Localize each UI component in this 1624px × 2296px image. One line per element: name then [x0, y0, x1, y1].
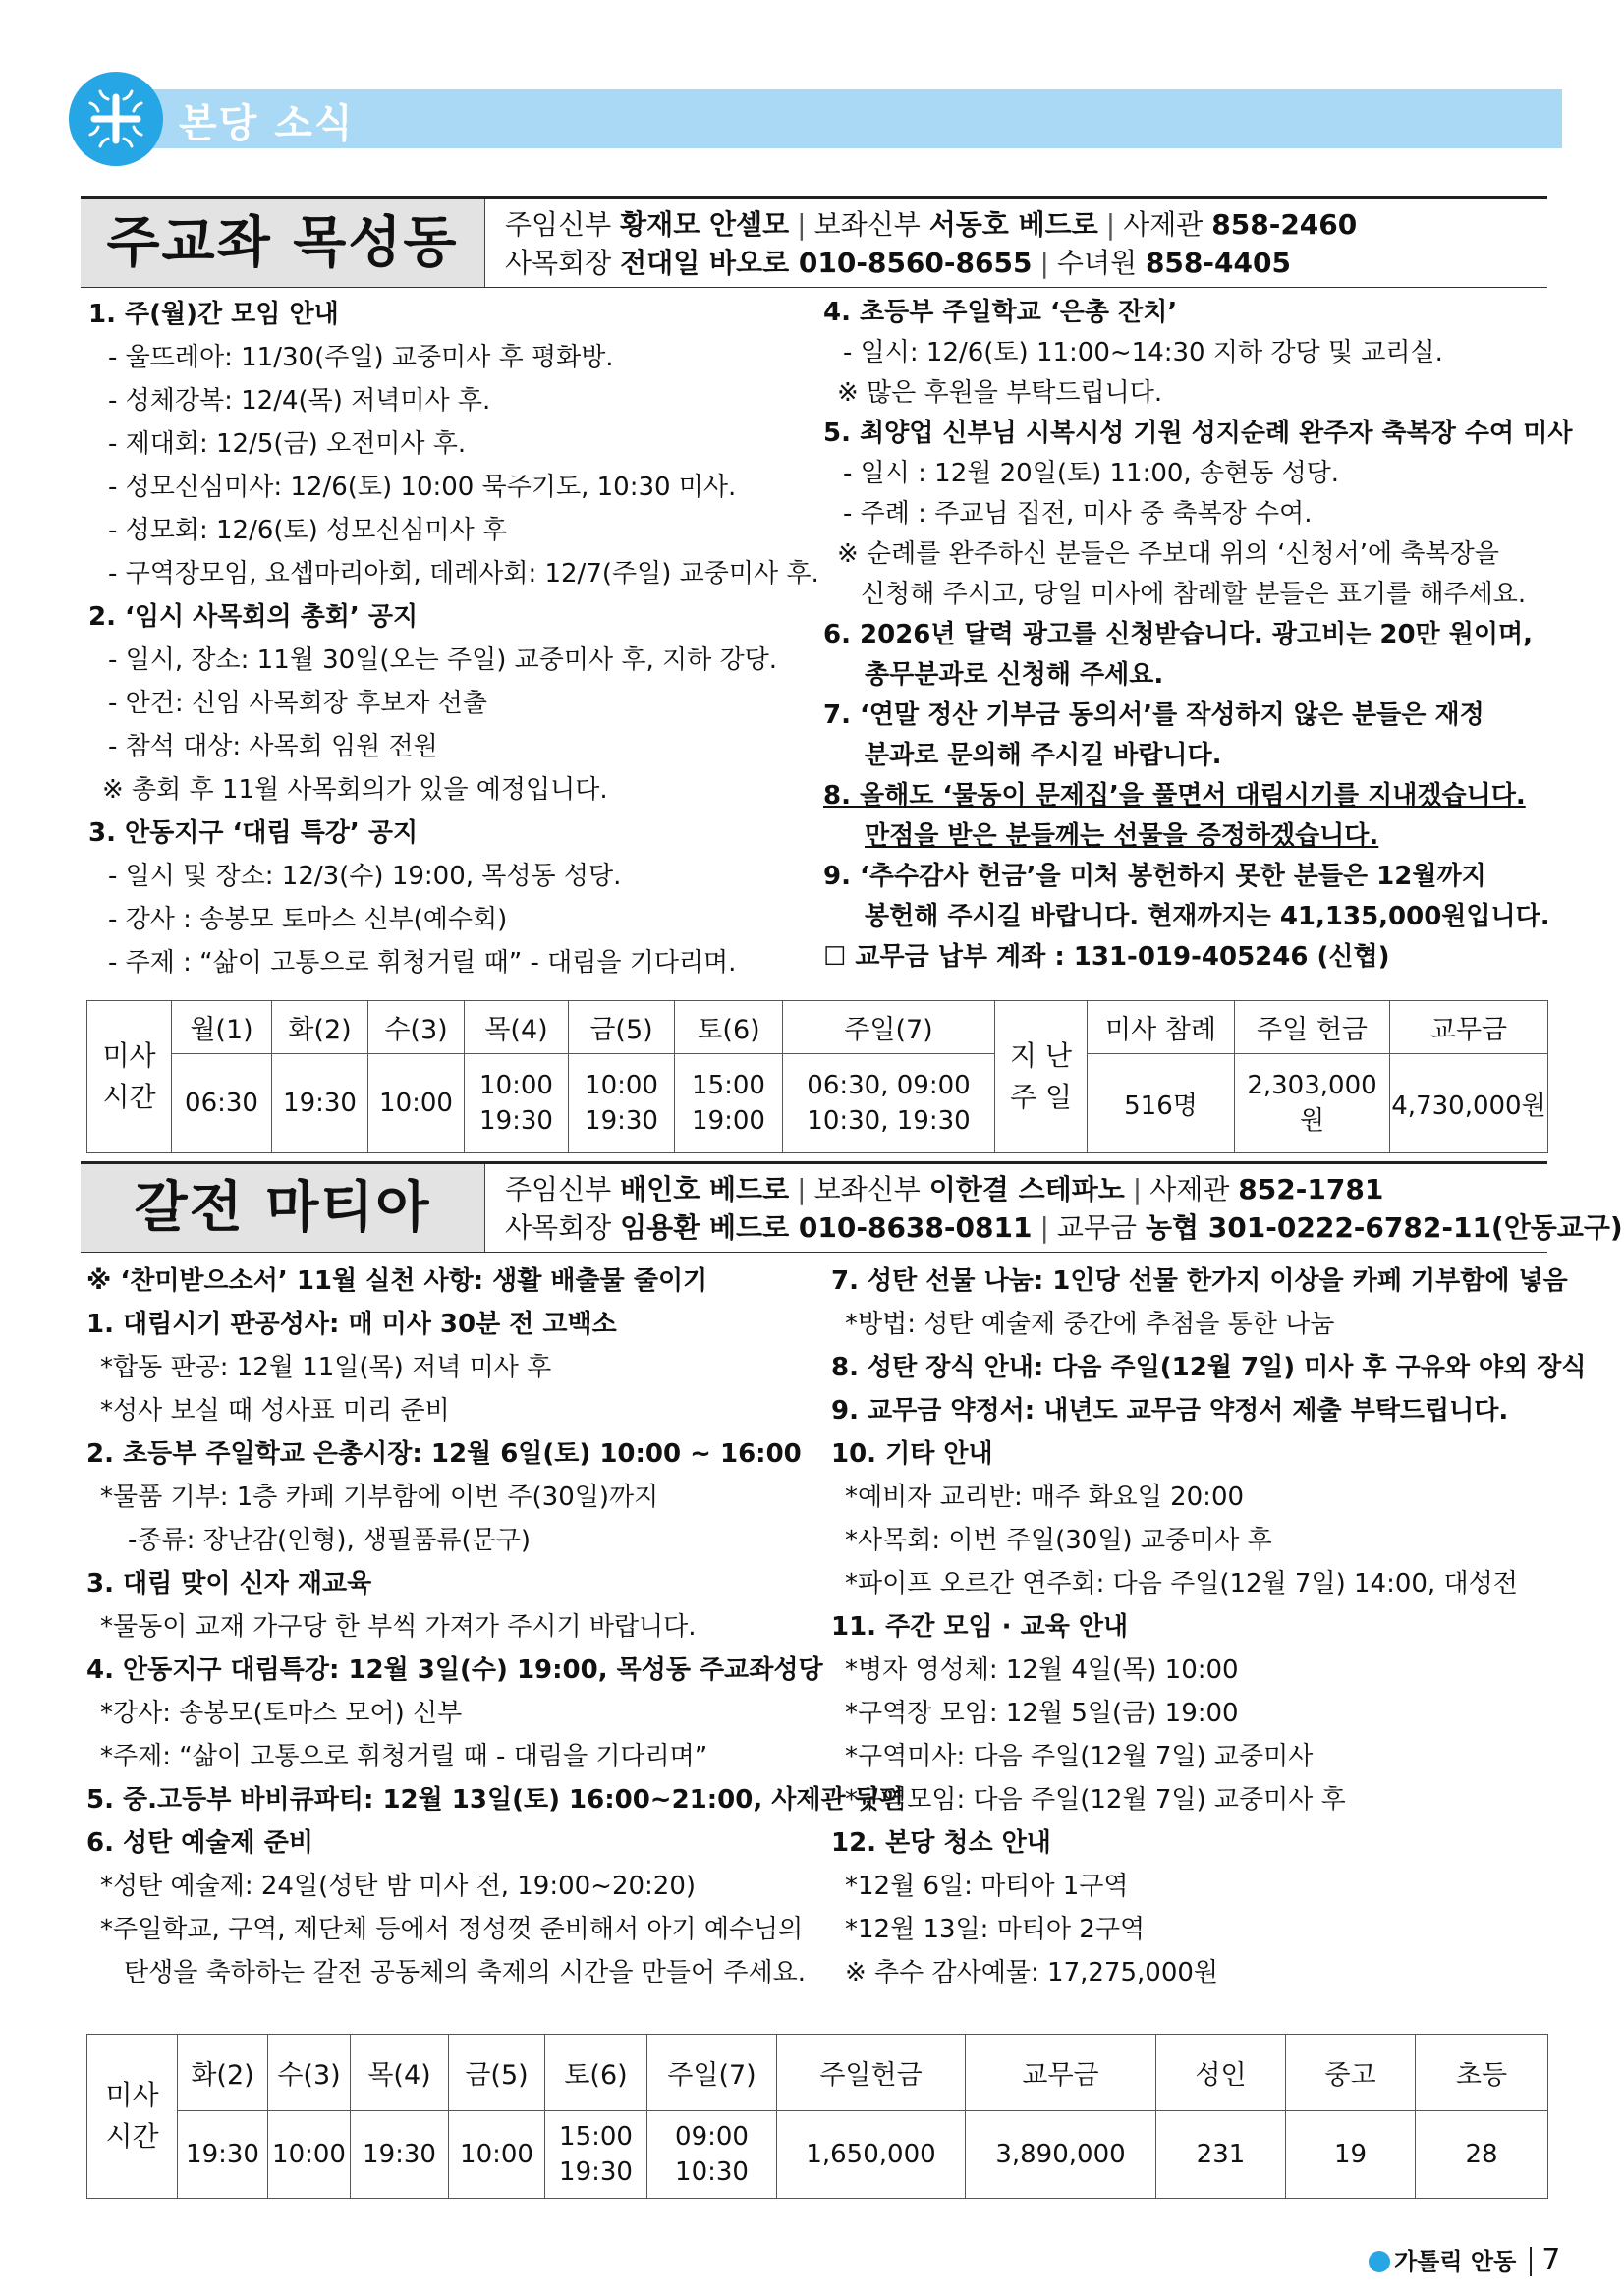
- notice-line: *파이프 오르간 연주회: 다음 주일(12월 7일) 14:00, 대성전: [845, 1569, 1518, 1598]
- stat-header: 성인: [1156, 2035, 1286, 2111]
- notice-line: 3. 안동지구 ‘대림 특강’ 공지: [88, 818, 419, 848]
- notice-line: *12월 6일: 마티아 1구역: [845, 1872, 1129, 1901]
- mass-time: 10:00: [449, 2111, 545, 2199]
- notice-line: 신청해 주시고, 당일 미사에 참례할 분들은 표기를 해주세요.: [861, 580, 1527, 609]
- notice-line: - 울뜨레아: 11/30(주일) 교중미사 후 평화방.: [108, 343, 614, 372]
- stat-header: 교무금: [966, 2035, 1156, 2111]
- mass-time: 06:30, 09:00 10:30, 19:30: [783, 1054, 995, 1153]
- cross-emblem-icon: [69, 72, 163, 166]
- notice-line: 9. 교무금 약정서: 내년도 교무금 약정서 제출 부탁드립니다.: [831, 1396, 1509, 1426]
- day-header: 화(2): [272, 1001, 368, 1054]
- parish2-info: [505, 1170, 1623, 1247]
- day-header: 주일(7): [783, 1001, 995, 1054]
- day-header: 화(2): [178, 2035, 268, 2111]
- day-header: 목(4): [351, 2035, 449, 2111]
- mass-time-label: 미사 시간: [87, 1001, 172, 1153]
- day-header: 토(6): [545, 2035, 647, 2111]
- notice-line: 8. 성탄 장식 안내: 다음 주일(12월 7일) 미사 후 구유와 야외 장식: [831, 1353, 1587, 1382]
- notice-line: - 일시: 12/6(토) 11:00~14:30 지하 강당 및 교리실.: [843, 338, 1443, 367]
- notice-line: *구역모임: 다음 주일(12월 7일) 교중미사 후: [845, 1785, 1346, 1815]
- notice-line: - 주제 : “삶이 고통으로 휘청거릴 때” - 대림을 기다리며.: [108, 948, 737, 978]
- mass-time: 19:30: [178, 2111, 268, 2199]
- notice-line: *사목회: 이번 주일(30일) 교중미사 후: [845, 1526, 1272, 1555]
- notice-line: 5. 최양업 신부님 시복시성 기원 성지순례 완주자 축복장 수여 미사: [823, 419, 1573, 448]
- notice-line: *구역장 모임: 12월 5일(금) 19:00: [845, 1699, 1239, 1728]
- notice-line: 2. ‘임시 사목회의 총회’ 공지: [88, 602, 419, 632]
- mass-time: 19:30: [351, 2111, 449, 2199]
- parish1-name: 주교좌 목성동: [81, 199, 485, 287]
- notice-line: 4. 초등부 주일학교 ‘은총 잔치’: [823, 298, 1178, 327]
- notice-line: - 성모회: 12/6(토) 성모신심미사 후: [108, 516, 508, 545]
- notice-line: 6. 2026년 달력 광고를 신청받습니다. 광고비는 20만 원이며,: [823, 620, 1533, 649]
- info-value: 서동호 베드로: [928, 208, 1098, 241]
- day-header: 금(5): [569, 1001, 675, 1054]
- mass-time: 10:00: [368, 1054, 465, 1153]
- stat-value: 4,730,000원: [1390, 1054, 1548, 1153]
- notice-line: 1. 주(월)간 모임 안내: [88, 300, 339, 329]
- day-header: 수(3): [268, 2035, 351, 2111]
- info-value: 임용환 베드로 010-8638-0811: [620, 1211, 1033, 1244]
- notice-line: 만점을 받은 분들께는 선물을 증정하겠습니다.: [865, 821, 1379, 851]
- notice-line: ※ 순례를 완주하신 분들은 주보대 위의 ‘신청서’에 축복장을: [837, 539, 1499, 569]
- day-header: 금(5): [449, 2035, 545, 2111]
- past-sunday-label: 지 난 주 일: [995, 1001, 1088, 1153]
- publication-name: 가톨릭 안동: [1394, 2248, 1517, 2275]
- notice-line: 7. 성탄 선물 나눔: 1인당 선물 한가지 이상을 카페 기부함에 넣음: [831, 1266, 1568, 1296]
- notice-line: 8. 올해도 ‘물동이 문제집’을 풀면서 대림시기를 지내겠습니다.: [823, 781, 1526, 811]
- section-banner: [69, 86, 1562, 151]
- notice-line: *강사: 송봉모(토마스 모어) 신부: [100, 1699, 463, 1728]
- notice-line: *성탄 예술제: 24일(성탄 밤 미사 전, 19:00~20:20): [100, 1872, 697, 1901]
- parish1-info: [505, 205, 1357, 282]
- notice-line: - 제대회: 12/5(금) 오전미사 후.: [108, 429, 467, 459]
- notice-line: 탄생을 축하하는 갈전 공동체의 축제의 시간을 만들어 주세요.: [124, 1958, 807, 1988]
- day-header: 토(6): [675, 1001, 783, 1054]
- stat-header: 주일헌금: [777, 2035, 966, 2111]
- day-header: 목(4): [465, 1001, 569, 1054]
- mass-time: 19:30: [272, 1054, 368, 1153]
- parish2-name: 갈전 마티아: [81, 1164, 485, 1252]
- section-title: 본당 소식: [179, 101, 355, 146]
- mass-time: 06:30: [172, 1054, 272, 1153]
- info-value: 852-1781: [1238, 1173, 1384, 1205]
- notice-line: - 일시 : 12월 20일(토) 11:00, 송현동 성당.: [843, 459, 1340, 488]
- notice-line: ※ 총회 후 11월 사목회의가 있을 예정입니다.: [102, 775, 608, 805]
- page-number: 7: [1541, 2243, 1561, 2277]
- parish2-header: [81, 1161, 1623, 1253]
- notice-line: 1. 대림시기 판공성사: 매 미사 30분 전 고백소: [86, 1310, 617, 1339]
- mass-time: 09:00 10:30: [647, 2111, 777, 2199]
- notice-line: 분과로 문의해 주시길 바랍니다.: [865, 741, 1222, 770]
- stat-value: 1,650,000: [777, 2111, 966, 2199]
- parish2-right-column: [831, 1260, 1587, 1994]
- info-value: 전대일 바오로 010-8560-8655: [620, 247, 1033, 279]
- notice-line: *병자 영성체: 12월 4일(목) 10:00: [845, 1655, 1239, 1685]
- stat-header: 교무금: [1390, 1001, 1548, 1054]
- stat-value: 28: [1416, 2111, 1548, 2199]
- notice-line: *물품 기부: 1층 카페 기부함에 이번 주(30일)까지: [100, 1483, 659, 1512]
- parish1-left-column: [88, 293, 819, 984]
- mass-time: 15:00 19:30: [545, 2111, 647, 2199]
- footer: [1369, 2242, 1560, 2277]
- notice-line: *예비자 교리반: 매주 화요일 20:00: [845, 1483, 1245, 1512]
- notice-line: 3. 대림 맞이 신자 재교육: [86, 1569, 372, 1598]
- stat-header: 주일 헌금: [1235, 1001, 1390, 1054]
- parish1-right-column: [823, 293, 1572, 978]
- notice-line: - 주례 : 주교님 집전, 미사 중 축복장 수여.: [843, 499, 1313, 529]
- mass-time: 10:00 19:30: [569, 1054, 675, 1153]
- notice-line: - 일시, 장소: 11월 30일(오는 주일) 교중미사 후, 지하 강당.: [108, 645, 777, 675]
- notice-line: *방법: 성탄 예술제 중간에 추첨을 통한 나눔: [845, 1310, 1335, 1339]
- stat-value: 231: [1156, 2111, 1286, 2199]
- stat-value: 2,303,000원: [1235, 1054, 1390, 1153]
- mass-time: 15:00 19:00: [675, 1054, 783, 1153]
- mass-time: 10:00: [268, 2111, 351, 2199]
- info-label: 사목회장: [505, 1211, 612, 1244]
- notice-line: 4. 안동지구 대림특강: 12월 3일(수) 19:00, 목성동 주교좌성당: [86, 1655, 823, 1685]
- day-header: 월(1): [172, 1001, 272, 1054]
- info-value: 황재모 안셀모: [620, 208, 790, 241]
- info-value: 배인호 베드로: [620, 1173, 790, 1205]
- day-header: 주일(7): [647, 2035, 777, 2111]
- notice-line: 5. 중.고등부 바비큐파티: 12월 13일(토) 16:00~21:00, 사제관 뒷편: [86, 1785, 904, 1815]
- parish2-info-line2: 사목회장 임용환 베드로 010-8638-0811 | 교무금 농협 301-0222-6782-11(안동교구): [505, 1211, 1623, 1244]
- notice-line: 12. 본당 청소 안내: [831, 1828, 1051, 1858]
- notice-line: *물동이 교재 가구당 한 부씩 가져가 주시기 바랍니다.: [100, 1612, 697, 1642]
- parish1-header: [81, 196, 1547, 288]
- notice-line: *주제: “삶이 고통으로 휘청거릴 때 - 대림을 기다리며”: [100, 1742, 708, 1771]
- parish1-info-line1: 주임신부 황재모 안셀모 | 보좌신부 서동호 베드로 | 사제관 858-2460: [505, 208, 1358, 241]
- parish2-left-column: [86, 1260, 904, 1994]
- info-label: 수녀원: [1056, 247, 1138, 279]
- publication-logo-icon: [1369, 2251, 1390, 2272]
- info-label: 사목회장: [505, 247, 612, 279]
- info-label: 주임신부: [505, 208, 612, 241]
- notice-line: ☐ 교무금 납부 계좌 : 131-019-405246 (신협): [823, 942, 1390, 972]
- parish2-info-line1: 주임신부 배인호 베드로 | 보좌신부 이한결 스테파노 | 사제관 852-1781: [505, 1173, 1384, 1205]
- notice-line: - 구역장모임, 요셉마리아회, 데레사회: 12/7(주일) 교중미사 후.: [108, 559, 819, 588]
- notice-line: ※ 많은 후원을 부탁드립니다.: [837, 378, 1163, 408]
- notice-line: 6. 성탄 예술제 준비: [86, 1828, 313, 1858]
- notice-line: - 안건: 신임 사목회장 후보자 선출: [108, 689, 487, 718]
- info-value: 858-4405: [1145, 247, 1291, 279]
- notice-line: *12월 13일: 마티아 2구역: [845, 1915, 1146, 1944]
- info-value: 농협 301-0222-6782-11(안동교구): [1145, 1211, 1623, 1244]
- notice-line: 봉헌해 주시길 바랍니다. 현재까지는 41,135,000원입니다.: [865, 902, 1550, 931]
- notice-line: - 강사 : 송봉모 토마스 신부(예수회): [108, 905, 508, 934]
- info-value: 858-2460: [1211, 208, 1358, 241]
- stat-header: 중고: [1286, 2035, 1416, 2111]
- mass-time-label: 미사 시간: [87, 2035, 178, 2199]
- stat-value: 516명: [1088, 1054, 1235, 1153]
- notice-line: 10. 기타 안내: [831, 1439, 993, 1469]
- notice-line: 11. 주간 모임 · 교육 안내: [831, 1612, 1129, 1642]
- notice-line: ※ ‘찬미받으소서’ 11월 실천 사항: 생활 배출물 줄이기: [86, 1266, 708, 1296]
- notice-line: *주일학교, 구역, 제단체 등에서 정성껏 준비해서 아기 예수님의: [100, 1915, 804, 1944]
- mass-time: 10:00 19:30: [465, 1054, 569, 1153]
- info-label: 보좌신부: [813, 1173, 921, 1205]
- notice-line: 9. ‘추수감사 헌금’을 미처 봉헌하지 못한 분들은 12월까지: [823, 862, 1486, 891]
- stat-header: 미사 참례: [1088, 1001, 1235, 1054]
- notice-line: 7. ‘연말 정산 기부금 동의서’를 작성하지 않은 분들은 재정: [823, 700, 1484, 730]
- notice-line: 2. 초등부 주일학교 은총시장: 12월 6일(토) 10:00 ~ 16:00: [86, 1439, 802, 1469]
- info-label: 보좌신부: [813, 208, 921, 241]
- day-header: 수(3): [368, 1001, 465, 1054]
- info-label: 사제관: [1149, 1173, 1230, 1205]
- info-label: 주임신부: [505, 1173, 612, 1205]
- notice-line: - 성체강복: 12/4(목) 저녁미사 후.: [108, 386, 491, 416]
- info-label: 사제관: [1123, 208, 1204, 241]
- notice-line: ※ 추수 감사예물: 17,275,000원: [845, 1958, 1219, 1988]
- info-label: 교무금: [1056, 1211, 1138, 1244]
- parish1-info-line2: 사목회장 전대일 바오로 010-8560-8655 | 수녀원 858-4405: [505, 247, 1291, 279]
- info-value: 이한결 스테파노: [928, 1173, 1125, 1205]
- notice-line: - 성모신심미사: 12/6(토) 10:00 묵주기도, 10:30 미사.: [108, 473, 737, 502]
- stat-value: 19: [1286, 2111, 1416, 2199]
- notice-line: *성사 보실 때 성사표 미리 준비: [100, 1396, 450, 1426]
- parish1-mass-table: [86, 1000, 1548, 1153]
- notice-line: 총무분과로 신청해 주세요.: [865, 660, 1164, 690]
- notice-line: *합동 판공: 12월 11일(목) 저녁 미사 후: [100, 1353, 552, 1382]
- stat-header: 초등: [1416, 2035, 1548, 2111]
- notice-line: - 일시 및 장소: 12/3(수) 19:00, 목성동 성당.: [108, 862, 622, 891]
- stat-value: 3,890,000: [966, 2111, 1156, 2199]
- notice-line: - 참석 대상: 사목회 임원 전원: [108, 732, 438, 761]
- notice-line: -종류: 장난감(인형), 생필품류(문구): [128, 1526, 532, 1555]
- parish2-mass-table: [86, 2034, 1548, 2199]
- notice-line: *구역미사: 다음 주일(12월 7일) 교중미사: [845, 1742, 1314, 1771]
